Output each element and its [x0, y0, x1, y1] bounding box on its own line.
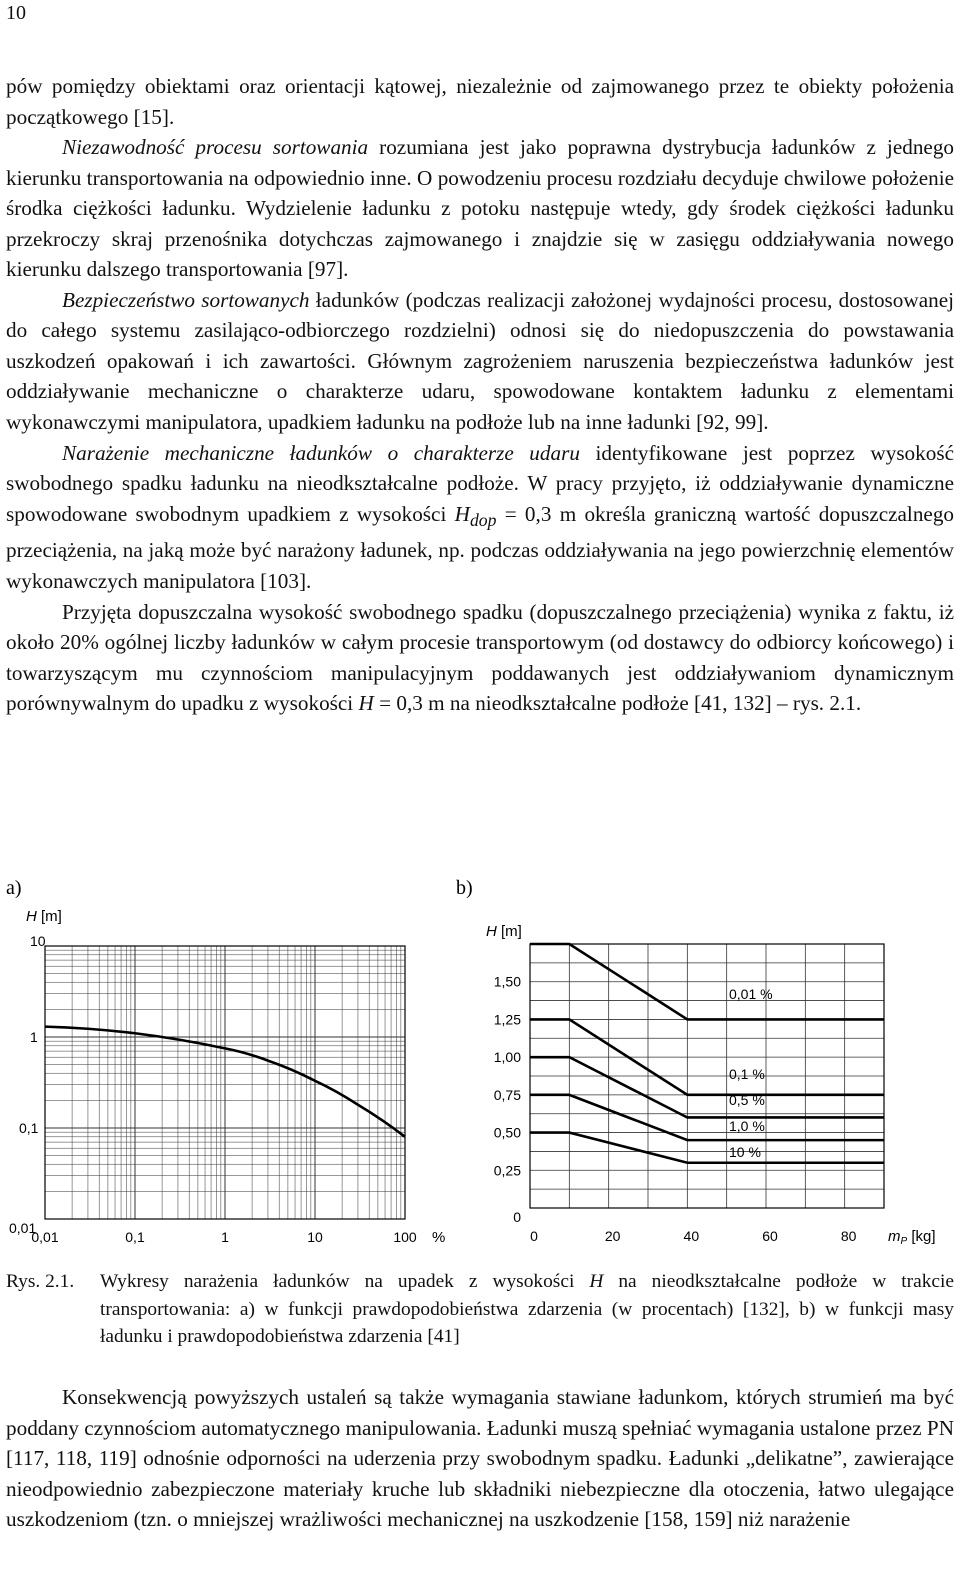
x-tick-label: 0,1	[125, 1229, 145, 1245]
paragraph-3	[6, 285, 954, 438]
body-text-bottom	[6, 1382, 954, 1535]
y-tick-label: 1,00	[493, 1049, 521, 1066]
x-tick-label: 100	[393, 1229, 417, 1245]
chart-b	[486, 923, 936, 1247]
x-axis-label: %	[432, 1229, 446, 1246]
term-safety: Bezpieczeństwo sortowanych	[62, 287, 310, 312]
figure-caption	[6, 1268, 954, 1351]
caption-number: Rys. 2.1.	[6, 1271, 75, 1292]
x-tick-label: 60	[762, 1228, 778, 1244]
y-tick-label: 0,75	[493, 1086, 521, 1103]
y-tick-label: 0,01	[9, 1220, 37, 1236]
y-axis-label: H [m]	[486, 923, 522, 940]
paragraph-4-text-b: = 0,3 m określa graniczną wartość dopuszczalnego przeciążenia, na jaką może być narażony ładunek, np. podczas oddziaływania na jego powierzchnię elementów wykonawczych manipulatora [103].	[6, 501, 955, 593]
x-axis-label: $m_P$ [kg]	[888, 1228, 936, 1247]
caption-text-a: Wykresy narażenia ładunków na upadek z wysokości	[100, 1271, 590, 1292]
y-tick-label: 0	[513, 1209, 521, 1225]
paragraph-4-text-a: identyfikowane jest poprzez wysokość swobodnego spadku ładunku na nieodkształcalne podłoże. W pracy przyjęto, iż oddziaływanie dynamiczne spowodowane swobodnym upadkiem z wysokości	[6, 440, 954, 526]
caption-body	[100, 1268, 954, 1351]
y-axis-label: H [m]	[26, 908, 62, 925]
series-label: 10 %	[729, 1144, 761, 1160]
paragraph-2-text: rozumiana jest jako poprawna dystrybucja ładunków z jednego kierunku transportowania na odpowiednio inne. O powodzeniu procesu rozdziału decyduje chwilowe położenie środka ciężkości ładunku. Wydzielenie ładunku z potoku następuje wtedy, gdy środek ciężkości ładunku przekroczy skraj przenośnika dotychczas zajmowanego i znajdzie się w zasięgu oddziaływania nowego kierunku dalszego transportowania [97].	[6, 135, 955, 282]
term-exposure: Narażenie mechaniczne ładunków o charakterze udaru	[62, 440, 580, 465]
paragraph-5	[6, 597, 954, 719]
paragraph-4	[6, 438, 954, 597]
paragraph-3-text: ładunków (podczas realizacji założonej wydajności procesu, dostosowanej do całego systemu zasilająco-odbiorczego rozdzielni) odnosi się do niedopuszczenia do powstawania uszkodzeń opakowań i ich zawartości. Głównym zagrożeniem naruszenia bezpieczeństwa ładunków jest oddziaływanie mechaniczne o charakterze udaru, spowodowane kontaktem ładunku z elementami wykonawczymi manipulatora, upadkiem ładunku na podłoże lub na inne ładunki [92, 99].	[6, 287, 954, 435]
x-tick-label: 0,01	[31, 1229, 59, 1245]
x-tick-label: 40	[683, 1228, 700, 1244]
x-tick-label: 10	[307, 1229, 323, 1245]
y-tick-label: 1,25	[493, 1011, 521, 1028]
figure-2-1	[0, 864, 960, 1264]
x-tick-label: 20	[604, 1228, 621, 1244]
series-label: 0,01 %	[729, 986, 773, 1002]
paragraph-2	[6, 132, 954, 285]
x-tick-label: 80	[840, 1228, 857, 1244]
paragraph-6: Konsekwencją powyższych ustaleń są także wymagania stawiane ładunkom, których strumień ma być poddany czynnościom automatycznego manipulowania. Ładunki muszą spełniać wymagania ustalone przez PN [117, 118, 119] odnośnie odporności na uderzenia przy swobodnym spadku. Ładunki „delikatne”, zawierające nieodpowiednio zabezpieczone materiały kruche lub składniki niebezpieczne dla otoczenia, łatwo ulegające uszkodzeniom (tzn. o mniejszej wrażliwości mechanicznej na uszkodzenie [158, 159] niż narażenie	[6, 1385, 954, 1532]
y-tick-label: 0,1	[19, 1120, 39, 1136]
paragraph-5-text-b: = 0,3 m na nieodkształcalne podłoże [41, 132] – rys. 2.1.	[373, 691, 862, 716]
chart-a	[9, 908, 445, 1246]
y-tick-label: 0,25	[493, 1162, 521, 1179]
caption-text-b: na nieodkształcalne podłoże w trakcie transportowania: a) w funkcji prawdopodobieństwa zdarzenia (w procentach) [132], b) w funkcji masy ładunku i prawdopodobieństwa zdarzenia [41]	[100, 1271, 954, 1348]
series-line	[530, 1133, 884, 1163]
panel-b-label: b)	[456, 877, 473, 899]
series-label: 0,5 %	[729, 1092, 765, 1108]
x-tick-label: 0	[530, 1228, 538, 1244]
symbol-h: H	[454, 501, 470, 526]
page-number: 10	[6, 2, 26, 24]
panel-a-label: a)	[6, 877, 22, 899]
series-label: 0,1 %	[729, 1066, 765, 1082]
y-tick-label: 0,50	[493, 1124, 521, 1141]
series-line	[530, 1057, 884, 1117]
paragraph-5-text-a: Przyjęta dopuszczalna wysokość swobodnego spadku (dopuszczalnego przeciążenia) wynika z faktu, iż około 20% ogólnej liczby ładunków w całym procesie transportowym (od dostawcy do odbiorcy końcowego) i towarzyszącym mu czynnościom manipulacyjnym poddawanych jest oddziaływaniom dynamicznym porównywalnym do upadku z wysokości	[6, 599, 954, 716]
x-tick-label: 1	[221, 1229, 229, 1245]
symbol-subscript: dop	[469, 509, 497, 530]
series-label: 1,0 %	[729, 1118, 765, 1134]
y-tick-label: 10	[30, 933, 46, 949]
paragraph-1: pów pomiędzy obiektami oraz orientacji kątowej, niezależnie od zajmowanego przez te obiekty położenia początkowego [15].	[6, 74, 954, 129]
body-text-top	[6, 71, 954, 719]
term-reliability: Niezawodność procesu sortowania	[62, 135, 369, 160]
symbol-h: H	[358, 691, 374, 716]
y-tick-label: 1,50	[493, 973, 521, 990]
y-tick-label: 1	[30, 1029, 38, 1045]
caption-symbol-h: H	[589, 1271, 604, 1292]
